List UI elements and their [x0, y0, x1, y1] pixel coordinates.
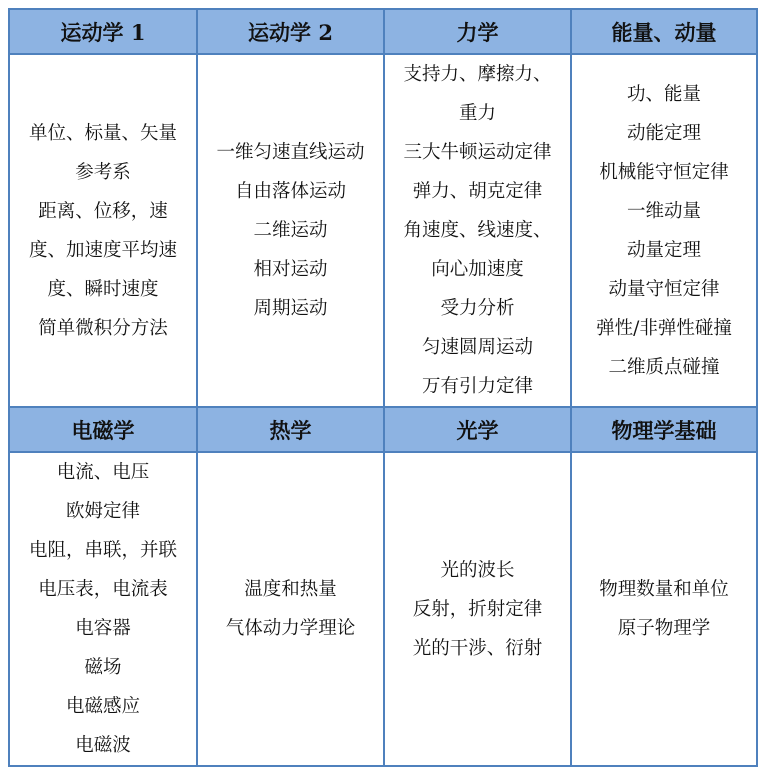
column-header: 运动学 1 [9, 9, 197, 54]
topic-cell [197, 54, 384, 407]
topic-item: 度、加速度平均速 [28, 239, 177, 261]
topic-item: 重力 [458, 103, 496, 124]
topic-item: 角速度、线速度、 [403, 220, 552, 241]
topic-item: 一维动量 [626, 200, 701, 222]
column-header: 运动学 2 [197, 9, 384, 54]
column-header: 能量、动量 [571, 9, 757, 54]
topic-item: 电磁感应 [65, 696, 140, 717]
topic-item: 弹力、胡克定律 [412, 181, 543, 202]
topic-item: 相对运动 [253, 259, 328, 280]
topic-item: 气体动力学理论 [225, 618, 356, 639]
topic-item: 单位、标量、矢量 [28, 122, 177, 144]
topic-item: 电阻，串联，并联 [28, 540, 177, 561]
topic-item: 参考系 [75, 161, 131, 183]
topic-cell [384, 54, 571, 407]
topic-item: 功、能量 [626, 83, 701, 105]
topic-cell [9, 54, 197, 407]
topic-item: 温度和热量 [244, 579, 337, 600]
column-header: 光学 [384, 407, 571, 452]
topic-item: 反射，折射定律 [412, 598, 543, 620]
topic-item: 向心加速度 [431, 259, 524, 280]
content-row [9, 54, 757, 407]
topic-item: 距离、位移，速 [38, 200, 168, 222]
header-row [9, 407, 757, 452]
topic-item: 二维质点碰撞 [608, 356, 720, 378]
topic-item: 自由落体运动 [234, 181, 346, 202]
topic-item: 欧姆定律 [65, 501, 140, 522]
topic-item: 万有引力定律 [421, 376, 533, 397]
header-row [9, 9, 757, 54]
topic-item: 支持力、摩擦力、 [403, 64, 552, 85]
topic-item: 受力分析 [440, 298, 515, 319]
topic-item: 二维运动 [253, 220, 328, 241]
content-row [9, 452, 757, 766]
topic-item: 一维匀速直线运动 [216, 142, 365, 163]
topic-cell [571, 452, 757, 766]
topic-item: 光的干涉、衍射 [412, 637, 543, 659]
topic-item: 弹性/非弹性碰撞 [596, 317, 732, 339]
topic-item: 简单微积分方法 [38, 317, 168, 339]
column-header: 电磁学 [9, 407, 197, 452]
topic-item: 三大牛顿运动定律 [403, 142, 552, 163]
topic-item: 机械能守恒定律 [599, 161, 729, 183]
topic-item: 原子物理学 [617, 618, 711, 639]
topic-item: 电流、电压 [56, 462, 150, 483]
column-header: 物理学基础 [571, 407, 757, 452]
topic-item: 周期运动 [253, 298, 328, 319]
topic-cell [9, 452, 197, 766]
topic-item: 度、瞬时速度 [47, 278, 159, 300]
topic-item: 电磁波 [75, 735, 131, 756]
topic-item: 电容器 [75, 618, 131, 639]
column-header: 热学 [197, 407, 384, 452]
topic-item: 匀速圆周运动 [421, 337, 533, 358]
column-header: 力学 [384, 9, 571, 54]
topic-item: 磁场 [84, 657, 122, 678]
topic-item: 电压表，电流表 [38, 579, 168, 600]
topic-item: 物理数量和单位 [599, 579, 729, 600]
topic-item: 动能定理 [626, 122, 701, 144]
topic-cell [197, 452, 384, 766]
topic-item: 光的波长 [440, 559, 515, 581]
physics-topics-table [8, 8, 758, 767]
topic-item: 动量定理 [626, 239, 701, 261]
topic-cell [384, 452, 571, 766]
topic-cell [571, 54, 757, 407]
topic-item: 动量守恒定律 [608, 278, 720, 300]
